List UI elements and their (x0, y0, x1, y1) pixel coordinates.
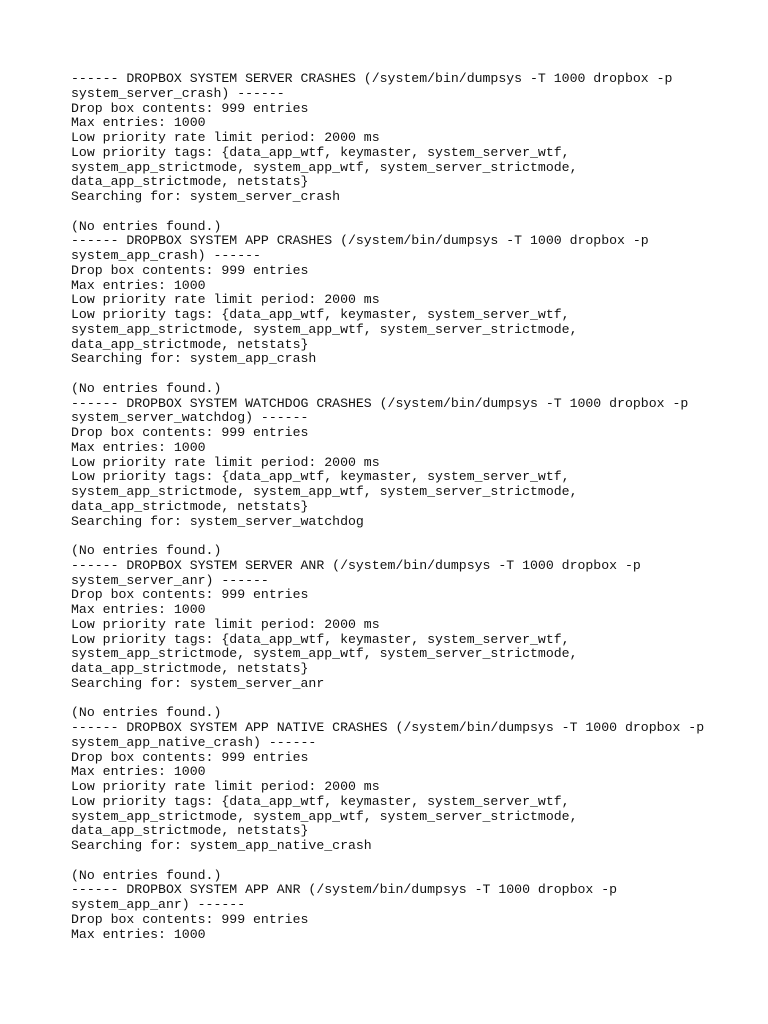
dropbox-section-app-anr (71, 883, 751, 942)
priority-tags-line: system_app_strictmode, system_app_wtf, system_server_strictmode, (71, 159, 578, 175)
no-entries-line: (No entries found.) (71, 218, 222, 234)
searching-line: Searching for: system_server_watchdog (71, 513, 364, 529)
rate-limit-line: Low priority rate limit period: 2000 ms (71, 130, 380, 145)
blank-line (71, 205, 751, 220)
priority-tags-line: Low priority tags: {data_app_wtf, keymaster, system_server_wtf, (71, 307, 570, 322)
priority-tags-line: Low priority tags: {data_app_wtf, keymaster, system_server_wtf, (71, 631, 570, 647)
priority-tags-line: system_app_strictmode, system_app_wtf, system_server_strictmode, (71, 646, 578, 662)
section-header-line: ------ DROPBOX SYSTEM APP ANR (/system/bin/dumpsys -T 1000 dropbox -p (71, 882, 618, 898)
max-entries-line: Max entries: 1000 (71, 926, 206, 942)
no-entries-line: (No entries found.) (71, 543, 222, 558)
max-entries-line: Max entries: 1000 (71, 115, 206, 131)
no-entries-line: (No entries found.) (71, 867, 222, 883)
section-header-line: system_app_anr) ------ (71, 897, 246, 912)
max-entries-line: Max entries: 1000 (71, 764, 206, 780)
rate-limit-line: Low priority rate limit period: 2000 ms (71, 616, 380, 632)
dropbox-section-server-anr (71, 559, 751, 721)
searching-line: Searching for: system_app_native_crash (71, 838, 372, 853)
searching-line: Searching for: system_server_crash (71, 189, 341, 204)
searching-line: Searching for: system_server_anr (71, 675, 325, 691)
dropbox-section-watchdog-crashes (71, 397, 751, 559)
section-header-line: system_app_crash) ------ (71, 248, 261, 263)
dropbox-contents-line: Drop box contents: 999 entries (71, 911, 309, 927)
priority-tags-line: data_app_strictmode, netstats} (71, 174, 309, 190)
priority-tags-line: data_app_strictmode, netstats} (71, 498, 309, 514)
max-entries-line: Max entries: 1000 (71, 277, 206, 293)
section-header-line: ------ DROPBOX SYSTEM SERVER CRASHES (/system/bin/dumpsys -T 1000 dropbox -p (71, 71, 673, 86)
dropbox-contents-line: Drop box contents: 999 entries (71, 749, 309, 765)
rate-limit-line: Low priority rate limit period: 2000 ms (71, 292, 380, 308)
priority-tags-line: system_app_strictmode, system_app_wtf, system_server_strictmode, (71, 321, 578, 337)
priority-tags-line: Low priority tags: {data_app_wtf, keymaster, system_server_wtf, (71, 469, 570, 485)
no-entries-line: (No entries found.) (71, 705, 222, 721)
searching-line: Searching for: system_app_crash (71, 351, 317, 367)
section-header-line: ------ DROPBOX SYSTEM APP CRASHES (/system/bin/dumpsys -T 1000 dropbox -p (71, 233, 649, 249)
blank-line (71, 854, 751, 869)
section-header-line: ------ DROPBOX SYSTEM SERVER ANR (/system/bin/dumpsys -T 1000 dropbox -p (71, 557, 641, 573)
dropbox-section-app-native-crashes (71, 721, 751, 883)
dropbox-contents-line: Drop box contents: 999 entries (71, 587, 309, 603)
dropbox-contents-line: Drop box contents: 999 entries (71, 262, 309, 278)
priority-tags-line: data_app_strictmode, netstats} (71, 336, 309, 352)
max-entries-line: Max entries: 1000 (71, 439, 206, 455)
priority-tags-line: data_app_strictmode, netstats} (71, 661, 309, 676)
blank-line (71, 692, 751, 707)
rate-limit-line: Low priority rate limit period: 2000 ms (71, 779, 380, 794)
dumpsys-document (71, 72, 751, 942)
no-entries-line: (No entries found.) (71, 380, 222, 396)
dropbox-section-server-crashes (71, 72, 751, 234)
priority-tags-line: Low priority tags: {data_app_wtf, keymaster, system_server_wtf, (71, 144, 570, 160)
rate-limit-line: Low priority rate limit period: 2000 ms (71, 454, 380, 470)
dropbox-contents-line: Drop box contents: 999 entries (71, 100, 309, 116)
dropbox-section-app-crashes (71, 234, 751, 396)
priority-tags-line: system_app_strictmode, system_app_wtf, system_server_strictmode, (71, 484, 578, 499)
priority-tags-line: data_app_strictmode, netstats} (71, 823, 309, 839)
priority-tags-line: Low priority tags: {data_app_wtf, keymaster, system_server_wtf, (71, 793, 570, 809)
priority-tags-line: system_app_strictmode, system_app_wtf, system_server_strictmode, (71, 808, 578, 824)
section-header-line: system_server_anr) ------ (71, 572, 269, 588)
section-header-line: system_server_watchdog) ------ (71, 410, 309, 426)
section-header-line: system_server_crash) ------ (71, 85, 285, 101)
section-header-line: ------ DROPBOX SYSTEM WATCHDOG CRASHES (/system/bin/dumpsys -T 1000 dropbox -p (71, 395, 689, 411)
blank-line (71, 367, 751, 382)
section-header-line: system_app_native_crash) ------ (71, 734, 317, 750)
dropbox-contents-line: Drop box contents: 999 entries (71, 425, 309, 440)
section-header-line: ------ DROPBOX SYSTEM APP NATIVE CRASHES (/system/bin/dumpsys -T 1000 dropbox -p (71, 720, 705, 735)
max-entries-line: Max entries: 1000 (71, 602, 206, 617)
blank-line (71, 529, 751, 544)
